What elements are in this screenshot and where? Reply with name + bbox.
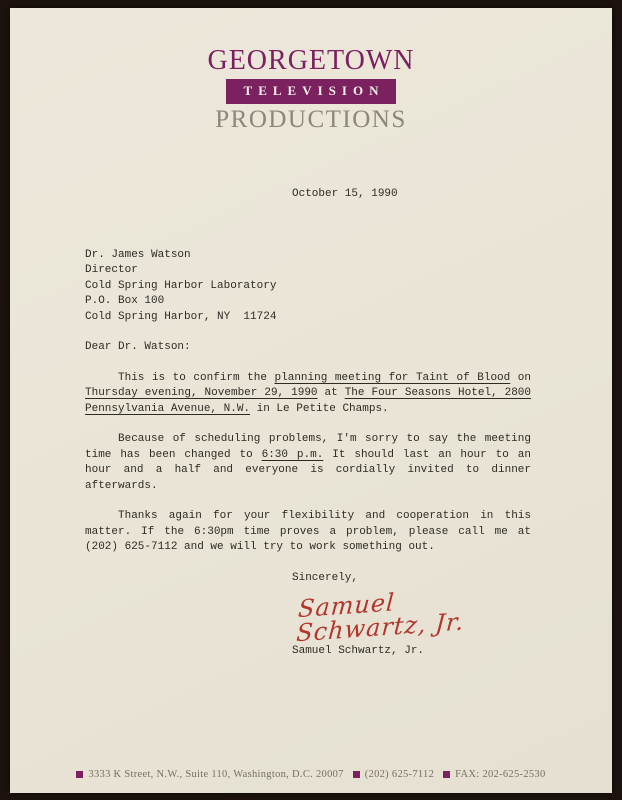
footer-bullet-icon [76, 771, 83, 778]
footer-bullet-icon [353, 771, 360, 778]
footer-phone: (202) 625-7112 [364, 769, 435, 780]
letterhead [10, 8, 612, 132]
salutation: Dear Dr. Watson: [85, 341, 191, 353]
paragraph-1-underlined-meeting: planning meeting for Taint of Blood [274, 371, 511, 384]
paragraph-2-text: It should last an hour to an hour and a half and everyone is cordially invited to dinner afterwards. [85, 448, 531, 492]
paragraph-2 [85, 432, 531, 494]
paragraph-1-underlined-location: The Four Seasons Hotel, 2800 Pennsylvania Avenue, N.W. [85, 387, 531, 415]
letterhead-productions: PRODUCTIONS [215, 106, 407, 133]
footer-bullet-icon [443, 771, 450, 778]
paragraph-1 [85, 371, 531, 418]
paragraph-1-text: This is to confirm the [118, 371, 275, 384]
paragraph-1-underlined-datetime: Thursday evening, November 29, 1990 [85, 387, 318, 399]
paragraph-2-underlined-time: 6:30 p.m. [261, 448, 324, 461]
paragraph-1-text: in Le Petite Champs. [250, 402, 389, 415]
footer-address: 3333 K Street, N.W., Suite 110, Washington, D.C. 20007 [88, 769, 344, 780]
letterhead-television-bar [226, 79, 396, 104]
paragraph-1-text: on [510, 371, 531, 384]
letter-date: October 15, 1990 [292, 188, 398, 200]
recipient-name: Dr. James Watson [85, 248, 191, 261]
typed-sender-name: Samuel Schwartz, Jr. [292, 644, 425, 657]
letter-page [10, 8, 612, 793]
recipient-city-state-zip: Cold Spring Harbor, NY 11724 [85, 310, 277, 323]
recipient-address [85, 248, 531, 326]
letterhead-georgetown: GEORGETOWN [207, 45, 415, 76]
paragraph-3-text: Thanks again for your flexibility and cooperation in this matter. If the 6:30pm time proves a problem, please call me at (202) 625-7112 and we will try to work something out. [85, 510, 531, 553]
paragraph-1-text: at [317, 387, 345, 399]
recipient-title: Director [85, 264, 138, 276]
signature-row [85, 586, 531, 648]
closing: Sincerely, [292, 571, 359, 584]
footer-fax: FAX: 202-625-2530 [455, 769, 546, 780]
handwritten-signature: Samuel Schwartz, Jr. [295, 588, 466, 648]
paragraph-2-text: Because of scheduling problems, I'm sorry to say the meeting time has been changed to [85, 433, 531, 461]
letter-body [10, 187, 531, 659]
recipient-organization: Cold Spring Harbor Laboratory [85, 279, 277, 292]
letterhead-television: TELEVISION [243, 83, 385, 98]
paragraph-3 [85, 509, 531, 556]
footer [10, 769, 612, 780]
recipient-po-box: P.O. Box 100 [85, 295, 165, 307]
